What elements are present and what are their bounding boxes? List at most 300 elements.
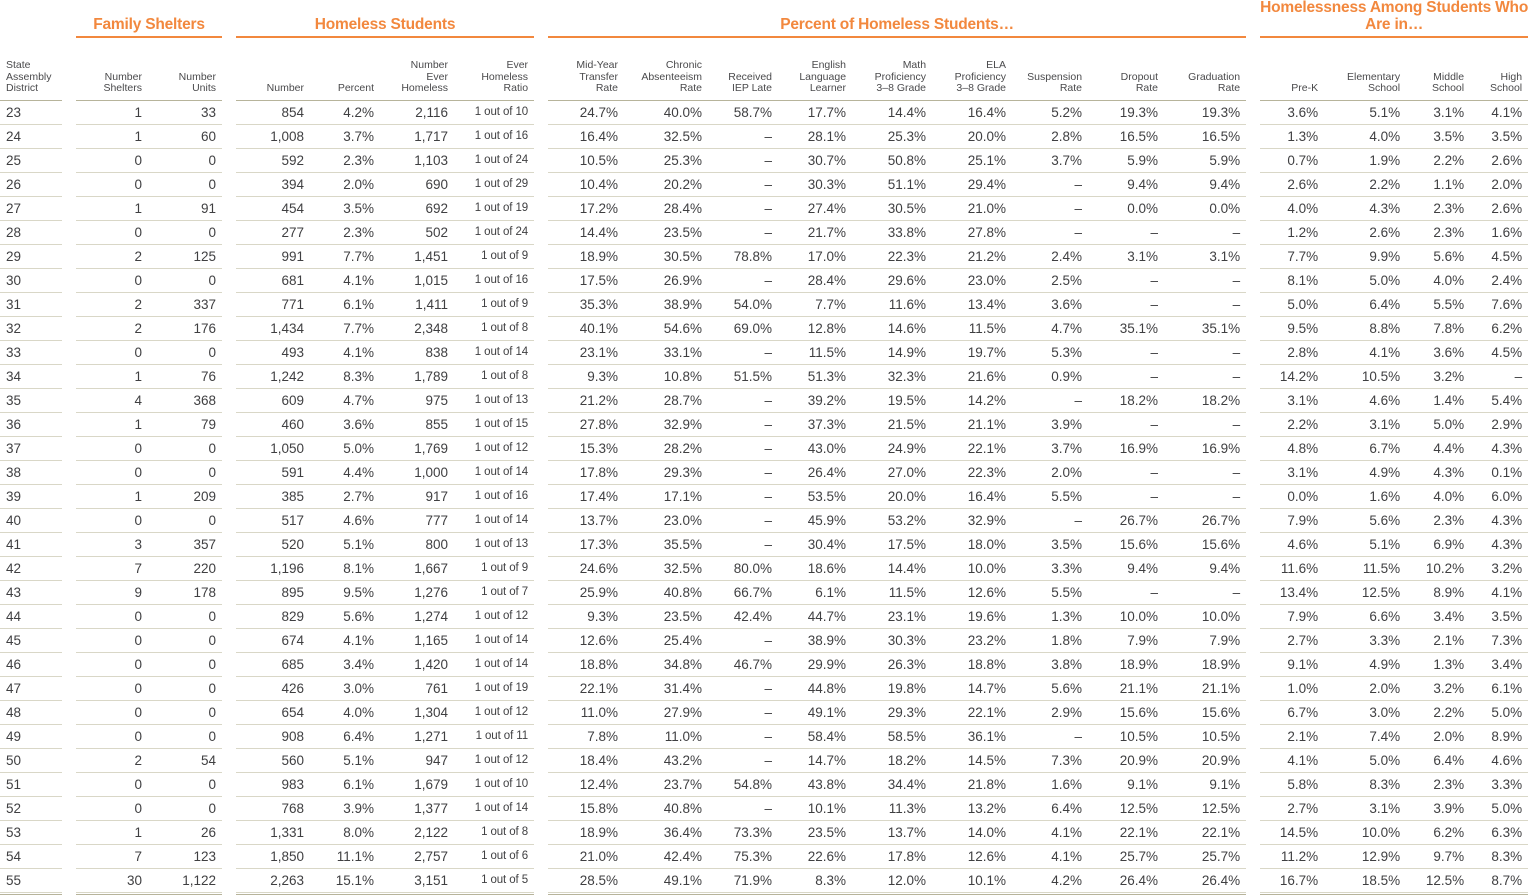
cell-everRatio: 1 out of 10 xyxy=(454,100,534,124)
cell-units: 79 xyxy=(148,412,222,436)
column-group-gap xyxy=(534,892,548,894)
column-header-suspension: Suspension Rate xyxy=(1027,70,1083,95)
cell-units: 357 xyxy=(148,532,222,556)
cell-math: 24.9% xyxy=(852,436,932,460)
cell-elementary: 7.4% xyxy=(1324,724,1406,748)
cell-percent: 3.0% xyxy=(310,676,380,700)
cell-percent: 3.6% xyxy=(310,412,380,436)
cell-graduation: 26.4% xyxy=(1164,868,1246,892)
cell-math: 32.3% xyxy=(852,364,932,388)
row-label-district: 23 xyxy=(0,100,62,124)
cell-units: 0 xyxy=(148,340,222,364)
group-banner-row xyxy=(0,0,1528,36)
column-group-gap xyxy=(534,724,548,748)
cell-midyear: 11.0% xyxy=(548,700,624,724)
cell-percent: 8.3% xyxy=(310,364,380,388)
column-group-gap xyxy=(62,172,76,196)
row-label-district: 27 xyxy=(0,196,62,220)
cell-dropout: 10.0% xyxy=(1088,604,1164,628)
cell-middle: 2.3% xyxy=(1406,772,1470,796)
cell-ell: 39.2% xyxy=(778,388,852,412)
table-body xyxy=(0,100,1528,894)
cell-math: 11.6% xyxy=(852,292,932,316)
column-group-gap xyxy=(222,604,236,628)
cell-dropout: 35.1% xyxy=(1088,316,1164,340)
row-label-district: 29 xyxy=(0,244,62,268)
cell-iep: 78.8% xyxy=(708,244,778,268)
cell-graduation: – xyxy=(1164,268,1246,292)
cell-dropout: 9.1% xyxy=(1088,772,1164,796)
cell-midyear: 35.3% xyxy=(548,292,624,316)
cell-units: 0 xyxy=(148,436,222,460)
cell-dropout: 16.9% xyxy=(1088,436,1164,460)
table-header xyxy=(0,0,1528,100)
cell-high: 7.6% xyxy=(1470,292,1528,316)
column-group-gap xyxy=(62,100,76,124)
cell-middle: 4.0% xyxy=(1406,268,1470,292)
column-group-gap xyxy=(534,316,548,340)
cell-percent: 2.3% xyxy=(310,220,380,244)
bottom-rule-segment xyxy=(1088,892,1164,894)
row-label-district: 51 xyxy=(0,772,62,796)
cell-ela: 21.2% xyxy=(932,244,1012,268)
cell-ell: 30.3% xyxy=(778,172,852,196)
cell-prek: 4.0% xyxy=(1260,196,1324,220)
bottom-rule-segment xyxy=(0,892,62,894)
cell-chronic: 23.0% xyxy=(624,508,708,532)
cell-everNumber: 2,348 xyxy=(380,316,454,340)
cell-graduation: 7.9% xyxy=(1164,628,1246,652)
column-group-gap xyxy=(534,604,548,628)
cell-everRatio: 1 out of 16 xyxy=(454,484,534,508)
cell-elementary: 9.9% xyxy=(1324,244,1406,268)
cell-everRatio: 1 out of 12 xyxy=(454,700,534,724)
cell-math: 14.4% xyxy=(852,100,932,124)
column-group-gap xyxy=(1246,364,1260,388)
column-group-gap xyxy=(534,532,548,556)
cell-iep: 80.0% xyxy=(708,556,778,580)
column-group-gap xyxy=(62,148,76,172)
cell-suspension: 3.6% xyxy=(1012,292,1088,316)
cell-ell: 51.3% xyxy=(778,364,852,388)
cell-prek: 1.2% xyxy=(1260,220,1324,244)
cell-midyear: 15.3% xyxy=(548,436,624,460)
column-header-everRatio: Ever Homeless Ratio xyxy=(481,59,529,95)
cell-iep: 54.8% xyxy=(708,772,778,796)
cell-math: 30.5% xyxy=(852,196,932,220)
cell-high: 6.2% xyxy=(1470,316,1528,340)
cell-chronic: 38.9% xyxy=(624,292,708,316)
cell-graduation: – xyxy=(1164,364,1246,388)
cell-units: 0 xyxy=(148,628,222,652)
cell-prek: 3.1% xyxy=(1260,388,1324,412)
column-group-gap xyxy=(62,892,76,894)
cell-everNumber: 692 xyxy=(380,196,454,220)
cell-prek: 4.1% xyxy=(1260,748,1324,772)
cell-number: 385 xyxy=(236,484,310,508)
cell-ela: 14.2% xyxy=(932,388,1012,412)
cell-dropout: 19.3% xyxy=(1088,100,1164,124)
cell-ell: 43.0% xyxy=(778,436,852,460)
column-group-gap xyxy=(222,244,236,268)
cell-number: 991 xyxy=(236,244,310,268)
cell-percent: 2.0% xyxy=(310,172,380,196)
cell-middle: 2.0% xyxy=(1406,724,1470,748)
cell-units: 1,122 xyxy=(148,868,222,892)
cell-ell: 43.8% xyxy=(778,772,852,796)
cell-ell: 45.9% xyxy=(778,508,852,532)
column-group-gap xyxy=(1246,316,1260,340)
column-group-gap xyxy=(222,724,236,748)
cell-graduation: 9.4% xyxy=(1164,556,1246,580)
column-group-gap xyxy=(1246,340,1260,364)
row-label-district: 25 xyxy=(0,148,62,172)
cell-elementary: 4.3% xyxy=(1324,196,1406,220)
cell-high: 5.4% xyxy=(1470,388,1528,412)
column-header-percent: Percent xyxy=(337,82,375,95)
column-group-gap xyxy=(534,484,548,508)
cell-everNumber: 1,271 xyxy=(380,724,454,748)
cell-percent: 8.0% xyxy=(310,820,380,844)
cell-math: 17.8% xyxy=(852,844,932,868)
cell-midyear: 23.1% xyxy=(548,340,624,364)
cell-everRatio: 1 out of 5 xyxy=(454,868,534,892)
row-label-district: 28 xyxy=(0,220,62,244)
cell-midyear: 17.4% xyxy=(548,484,624,508)
cell-shelters: 7 xyxy=(76,844,148,868)
column-group-gap xyxy=(222,628,236,652)
row-label-district: 47 xyxy=(0,676,62,700)
column-group-gap xyxy=(62,484,76,508)
cell-prek: 4.6% xyxy=(1260,532,1324,556)
cell-middle: 8.9% xyxy=(1406,580,1470,604)
column-group-gap xyxy=(222,436,236,460)
column-group-gap xyxy=(222,220,236,244)
cell-math: 50.8% xyxy=(852,148,932,172)
cell-ela: 25.1% xyxy=(932,148,1012,172)
cell-elementary: 4.9% xyxy=(1324,460,1406,484)
cell-chronic: 28.2% xyxy=(624,436,708,460)
cell-prek: 2.7% xyxy=(1260,628,1324,652)
column-group-gap xyxy=(1246,844,1260,868)
row-label-district: 35 xyxy=(0,388,62,412)
cell-dropout: 0.0% xyxy=(1088,196,1164,220)
cell-math: 17.5% xyxy=(852,532,932,556)
cell-number: 685 xyxy=(236,652,310,676)
cell-ela: 12.6% xyxy=(932,580,1012,604)
column-group-gap xyxy=(1246,268,1260,292)
table-row xyxy=(0,148,1528,172)
column-group-gap xyxy=(1246,556,1260,580)
cell-units: 0 xyxy=(148,604,222,628)
column-group-gap xyxy=(62,340,76,364)
cell-everNumber: 917 xyxy=(380,484,454,508)
table-row xyxy=(0,724,1528,748)
cell-ela: 23.0% xyxy=(932,268,1012,292)
cell-chronic: 20.2% xyxy=(624,172,708,196)
table-row xyxy=(0,244,1528,268)
table-row xyxy=(0,556,1528,580)
cell-high: 4.3% xyxy=(1470,436,1528,460)
cell-shelters: 4 xyxy=(76,388,148,412)
cell-dropout: – xyxy=(1088,412,1164,436)
cell-chronic: 23.5% xyxy=(624,220,708,244)
cell-iep: 71.9% xyxy=(708,868,778,892)
column-group-gap xyxy=(222,652,236,676)
cell-units: 0 xyxy=(148,724,222,748)
cell-prek: 6.7% xyxy=(1260,700,1324,724)
column-header-units: Number Units xyxy=(178,70,217,95)
cell-number: 1,242 xyxy=(236,364,310,388)
column-group-gap xyxy=(534,508,548,532)
cell-suspension: 1.3% xyxy=(1012,604,1088,628)
cell-midyear: 7.8% xyxy=(548,724,624,748)
column-header-math: Math Proficiency 3–8 Grade xyxy=(874,59,927,95)
cell-math: 14.4% xyxy=(852,556,932,580)
cell-chronic: 40.8% xyxy=(624,580,708,604)
column-group-gap xyxy=(1246,772,1260,796)
cell-everRatio: 1 out of 8 xyxy=(454,820,534,844)
column-group-gap xyxy=(62,772,76,796)
cell-midyear: 12.6% xyxy=(548,628,624,652)
cell-number: 1,008 xyxy=(236,124,310,148)
column-group-gap xyxy=(62,268,76,292)
column-group-gap xyxy=(222,868,236,892)
cell-middle: 2.3% xyxy=(1406,508,1470,532)
cell-suspension: 2.5% xyxy=(1012,268,1088,292)
cell-everRatio: 1 out of 14 xyxy=(454,460,534,484)
cell-dropout: 7.9% xyxy=(1088,628,1164,652)
column-header-high: High School xyxy=(1490,70,1523,95)
table-row xyxy=(0,484,1528,508)
cell-ela: 21.8% xyxy=(932,772,1012,796)
cell-units: 26 xyxy=(148,820,222,844)
cell-middle: 2.3% xyxy=(1406,196,1470,220)
cell-number: 394 xyxy=(236,172,310,196)
cell-shelters: 3 xyxy=(76,532,148,556)
cell-chronic: 42.4% xyxy=(624,844,708,868)
column-group-gap xyxy=(222,412,236,436)
cell-ela: 29.4% xyxy=(932,172,1012,196)
cell-midyear: 24.7% xyxy=(548,100,624,124)
cell-prek: 7.9% xyxy=(1260,508,1324,532)
column-group-gap xyxy=(1246,172,1260,196)
cell-ell: 17.7% xyxy=(778,100,852,124)
cell-ell: 7.7% xyxy=(778,292,852,316)
cell-ell: 28.1% xyxy=(778,124,852,148)
cell-midyear: 25.9% xyxy=(548,580,624,604)
column-group-gap xyxy=(534,172,548,196)
bottom-rule-segment xyxy=(708,892,778,894)
cell-units: 0 xyxy=(148,508,222,532)
cell-number: 592 xyxy=(236,148,310,172)
column-group-gap xyxy=(222,364,236,388)
cell-everRatio: 1 out of 8 xyxy=(454,364,534,388)
cell-high: 8.9% xyxy=(1470,724,1528,748)
row-label-district: 55 xyxy=(0,868,62,892)
cell-everNumber: 777 xyxy=(380,508,454,532)
cell-high: 4.5% xyxy=(1470,340,1528,364)
cell-shelters: 0 xyxy=(76,268,148,292)
cell-math: 29.3% xyxy=(852,700,932,724)
cell-middle: 10.2% xyxy=(1406,556,1470,580)
column-group-gap xyxy=(1246,892,1260,894)
table-row xyxy=(0,652,1528,676)
cell-high: 6.0% xyxy=(1470,484,1528,508)
column-group-gap xyxy=(1246,580,1260,604)
cell-high: 4.6% xyxy=(1470,748,1528,772)
cell-percent: 9.5% xyxy=(310,580,380,604)
cell-iep: 54.0% xyxy=(708,292,778,316)
cell-high: 3.4% xyxy=(1470,652,1528,676)
table-row xyxy=(0,508,1528,532)
cell-iep: – xyxy=(708,796,778,820)
cell-iep: 75.3% xyxy=(708,844,778,868)
cell-high: 2.0% xyxy=(1470,172,1528,196)
cell-units: 0 xyxy=(148,796,222,820)
cell-suspension: 2.8% xyxy=(1012,124,1088,148)
column-group-gap xyxy=(534,100,548,124)
cell-percent: 4.6% xyxy=(310,508,380,532)
column-group-gap xyxy=(534,60,548,99)
cell-midyear: 9.3% xyxy=(548,604,624,628)
group-spacer xyxy=(548,38,1246,60)
cell-chronic: 35.5% xyxy=(624,532,708,556)
cell-dropout: 18.2% xyxy=(1088,388,1164,412)
table-row xyxy=(0,868,1528,892)
cell-prek: 0.7% xyxy=(1260,148,1324,172)
row-label-district: 39 xyxy=(0,484,62,508)
cell-ell: 23.5% xyxy=(778,820,852,844)
cell-number: 517 xyxy=(236,508,310,532)
cell-graduation: 15.6% xyxy=(1164,532,1246,556)
cell-suspension: 4.1% xyxy=(1012,820,1088,844)
column-group-gap xyxy=(62,844,76,868)
row-label-district: 30 xyxy=(0,268,62,292)
cell-math: 14.9% xyxy=(852,340,932,364)
row-label-district: 48 xyxy=(0,700,62,724)
cell-dropout: 9.4% xyxy=(1088,556,1164,580)
column-group-gap xyxy=(1246,532,1260,556)
column-group-gap xyxy=(1246,220,1260,244)
cell-number: 829 xyxy=(236,604,310,628)
cell-middle: 3.2% xyxy=(1406,676,1470,700)
cell-ela: 14.5% xyxy=(932,748,1012,772)
cell-ell: 12.8% xyxy=(778,316,852,340)
cell-math: 18.2% xyxy=(852,748,932,772)
cell-units: 0 xyxy=(148,172,222,196)
cell-everRatio: 1 out of 7 xyxy=(454,580,534,604)
column-group-gap xyxy=(1246,724,1260,748)
cell-shelters: 2 xyxy=(76,244,148,268)
cell-midyear: 18.8% xyxy=(548,652,624,676)
column-group-gap xyxy=(62,556,76,580)
table-row xyxy=(0,796,1528,820)
cell-dropout: 25.7% xyxy=(1088,844,1164,868)
row-label-district: 52 xyxy=(0,796,62,820)
cell-middle: 6.4% xyxy=(1406,748,1470,772)
cell-iep: 51.5% xyxy=(708,364,778,388)
cell-ell: 18.6% xyxy=(778,556,852,580)
cell-graduation: 35.1% xyxy=(1164,316,1246,340)
cell-dropout: – xyxy=(1088,580,1164,604)
cell-math: 53.2% xyxy=(852,508,932,532)
row-label-district: 24 xyxy=(0,124,62,148)
cell-units: 220 xyxy=(148,556,222,580)
cell-dropout: 20.9% xyxy=(1088,748,1164,772)
cell-dropout: 18.9% xyxy=(1088,652,1164,676)
cell-everRatio: 1 out of 16 xyxy=(454,124,534,148)
column-group-gap xyxy=(534,436,548,460)
cell-units: 0 xyxy=(148,460,222,484)
cell-suspension: 5.2% xyxy=(1012,100,1088,124)
cell-elementary: 5.1% xyxy=(1324,532,1406,556)
cell-chronic: 31.4% xyxy=(624,676,708,700)
table-row xyxy=(0,700,1528,724)
cell-chronic: 23.7% xyxy=(624,772,708,796)
cell-everRatio: 1 out of 11 xyxy=(454,724,534,748)
cell-units: 125 xyxy=(148,244,222,268)
cell-everNumber: 1,717 xyxy=(380,124,454,148)
cell-suspension: 1.8% xyxy=(1012,628,1088,652)
cell-ell: 44.7% xyxy=(778,604,852,628)
cell-chronic: 32.9% xyxy=(624,412,708,436)
cell-shelters: 1 xyxy=(76,484,148,508)
cell-suspension: – xyxy=(1012,172,1088,196)
cell-shelters: 1 xyxy=(76,820,148,844)
cell-ell: 17.0% xyxy=(778,244,852,268)
cell-percent: 6.4% xyxy=(310,724,380,748)
cell-everRatio: 1 out of 9 xyxy=(454,556,534,580)
cell-number: 454 xyxy=(236,196,310,220)
cell-chronic: 25.3% xyxy=(624,148,708,172)
cell-iep: – xyxy=(708,412,778,436)
cell-high: 6.3% xyxy=(1470,820,1528,844)
cell-percent: 5.0% xyxy=(310,436,380,460)
table-row xyxy=(0,172,1528,196)
cell-dropout: – xyxy=(1088,484,1164,508)
cell-everNumber: 1,276 xyxy=(380,580,454,604)
cell-percent: 4.1% xyxy=(310,268,380,292)
cell-suspension: 4.1% xyxy=(1012,844,1088,868)
column-group-gap xyxy=(62,436,76,460)
column-header-midyear: Mid-Year Transfer Rate xyxy=(576,59,619,95)
cell-units: 91 xyxy=(148,196,222,220)
cell-suspension: – xyxy=(1012,508,1088,532)
cell-prek: 9.5% xyxy=(1260,316,1324,340)
cell-shelters: 0 xyxy=(76,676,148,700)
cell-math: 51.1% xyxy=(852,172,932,196)
cell-graduation: 25.7% xyxy=(1164,844,1246,868)
cell-suspension: 5.6% xyxy=(1012,676,1088,700)
column-group-gap xyxy=(62,532,76,556)
cell-ell: 22.6% xyxy=(778,844,852,868)
cell-middle: 1.3% xyxy=(1406,652,1470,676)
column-group-gap xyxy=(534,868,548,892)
row-label-district: 34 xyxy=(0,364,62,388)
column-group-gap xyxy=(534,460,548,484)
cell-chronic: 54.6% xyxy=(624,316,708,340)
bottom-rule-segment xyxy=(310,892,380,894)
cell-elementary: 2.6% xyxy=(1324,220,1406,244)
cell-number: 426 xyxy=(236,676,310,700)
cell-elementary: 4.1% xyxy=(1324,340,1406,364)
cell-everRatio: 1 out of 12 xyxy=(454,604,534,628)
table-row xyxy=(0,628,1528,652)
row-label-district: 36 xyxy=(0,412,62,436)
cell-ell: 11.5% xyxy=(778,340,852,364)
column-group-gap xyxy=(534,772,548,796)
